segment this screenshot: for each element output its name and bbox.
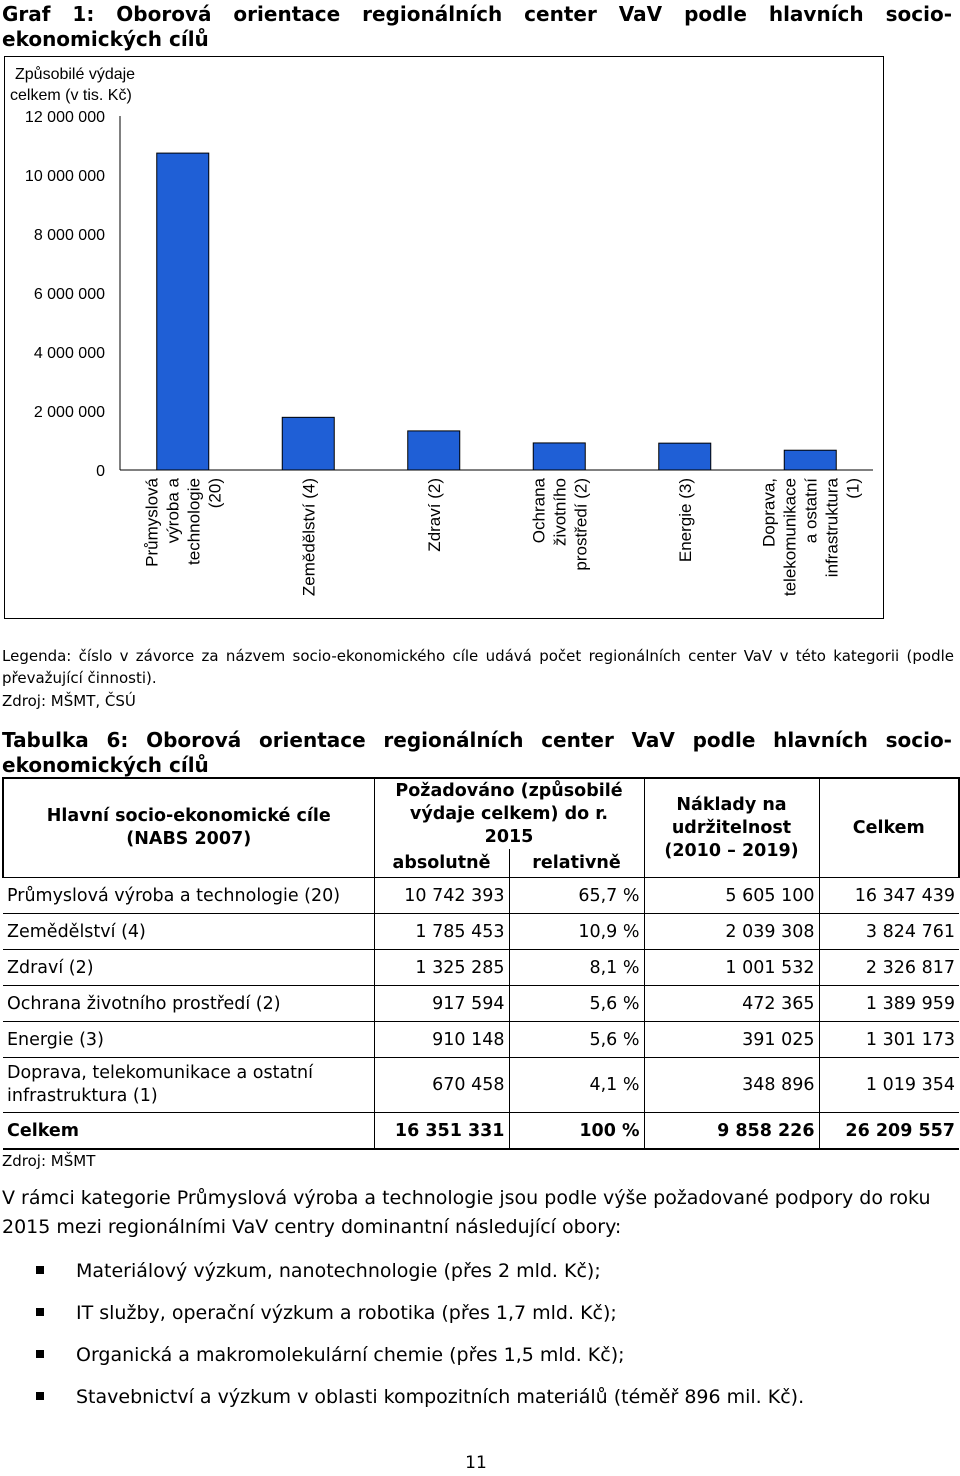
chart-legend-note: Legenda: číslo v závorce za názvem socio-ekonomického cíle udává počet regionálních center VaV v této kategorii (podle převažující činnosti). <box>2 647 954 687</box>
row-relative: 5,6 % <box>509 1022 644 1058</box>
chart-source: Zdroj: MŠMT, ČSÚ <box>2 692 136 710</box>
x-tick-label <box>142 477 224 566</box>
x-tick-label-line: Ochrana <box>529 478 549 544</box>
row-absolute: 670 458 <box>374 1058 509 1113</box>
list-item <box>36 1298 804 1340</box>
row-name-line2: infrastruktura (1) <box>7 1086 158 1106</box>
y-tick-label: 2 000 000 <box>33 404 105 421</box>
table-row <box>3 986 959 1022</box>
row-relative: 4,1 % <box>509 1058 644 1113</box>
list-item <box>36 1340 804 1382</box>
row-cost: 348 896 <box>644 1058 819 1113</box>
col-header-relative: relativně <box>509 849 644 878</box>
bullet-icon <box>36 1308 44 1316</box>
list-item-text: Organická a makromolekulární chemie (přes 1,5 mld. Kč); <box>76 1344 625 1366</box>
row-total: 1 389 959 <box>819 986 959 1022</box>
bar <box>659 443 711 470</box>
bar <box>784 450 836 470</box>
row-absolute: 1 325 285 <box>374 950 509 986</box>
row-cost: 472 365 <box>644 986 819 1022</box>
col-header-cost-line2: udržitelnost <box>671 817 792 838</box>
chart-frame <box>4 56 884 619</box>
table-row <box>3 950 959 986</box>
x-tick-label-line: Doprava, <box>759 478 779 547</box>
row-cost: 2 039 308 <box>644 914 819 950</box>
page-number: 11 <box>465 1453 487 1473</box>
total-total: 26 209 557 <box>819 1113 959 1150</box>
x-tick-label <box>425 478 444 552</box>
bullet-icon <box>36 1350 44 1358</box>
col-header-requested-line1: Požadováno (způsobilé <box>395 780 623 801</box>
row-relative: 5,6 % <box>509 986 644 1022</box>
x-tick-label <box>299 478 318 596</box>
row-relative: 8,1 % <box>509 950 644 986</box>
bar-chart <box>5 57 885 620</box>
col-header-requested <box>374 778 644 849</box>
row-name: Průmyslová výroba a technologie (20) <box>3 878 374 914</box>
row-name: Ochrana životního prostředí (2) <box>3 986 374 1022</box>
total-row-name: Celkem <box>3 1113 374 1150</box>
x-tick-label-line: prostředí (2) <box>571 478 591 571</box>
row-name: Zemědělství (4) <box>3 914 374 950</box>
table-row <box>3 1058 959 1113</box>
row-cost: 5 605 100 <box>644 878 819 914</box>
row-name-line1: Doprava, telekomunikace a ostatní <box>7 1063 313 1083</box>
bar <box>282 417 334 470</box>
bullet-icon <box>36 1392 44 1400</box>
list-item-text: Materiálový výzkum, nanotechnologie (přes 2 mld. Kč); <box>76 1260 601 1282</box>
col-header-requested-line2: výdaje celkem) do r. <box>409 803 609 824</box>
row-name <box>3 1058 374 1113</box>
table-source: Zdroj: MŠMT <box>2 1152 96 1170</box>
bar <box>533 443 585 470</box>
col-header-goal-line2: (NABS 2007) <box>126 829 252 849</box>
table-heading: Tabulka 6: Oborová orientace regionálních center VaV podle hlavních socio-ekonomických cílů <box>2 728 952 777</box>
bar <box>157 153 209 470</box>
row-absolute: 1 785 453 <box>374 914 509 950</box>
body-paragraph: V rámci kategorie Průmyslová výroba a technologie jsou podle výše požadované podpory do roku 2015 mezi regionálními VaV centry dominantní následující obory: <box>2 1187 931 1238</box>
x-tick-label-line: a ostatní <box>801 478 821 544</box>
col-header-cost-line1: Náklady na <box>676 794 787 815</box>
total-cost: 9 858 226 <box>644 1113 819 1150</box>
row-total: 16 347 439 <box>819 878 959 914</box>
list-item-text: IT služby, operační výzkum a robotika (přes 1,7 mld. Kč); <box>76 1302 617 1324</box>
x-tick-label <box>676 478 695 562</box>
row-relative: 65,7 % <box>509 878 644 914</box>
total-relative: 100 % <box>509 1113 644 1150</box>
y-tick-label: 8 000 000 <box>33 227 105 244</box>
bullet-list <box>36 1256 804 1424</box>
col-header-goal-line1: Hlavní socio-ekonomické cíle <box>46 806 331 826</box>
x-tick-label-line: Zdraví (2) <box>424 478 444 552</box>
chart-heading: Graf 1: Oborová orientace regionálních center VaV podle hlavních socio-ekonomických cílů <box>2 2 952 51</box>
row-name: Zdraví (2) <box>3 950 374 986</box>
y-tick-label: 10 000 000 <box>24 168 105 185</box>
data-table <box>2 777 960 1150</box>
x-tick-label-line: telekomunikace <box>780 478 800 597</box>
x-tick-label-line: životního <box>550 478 570 547</box>
table-row <box>3 914 959 950</box>
table-row <box>3 878 959 914</box>
list-item <box>36 1382 804 1424</box>
table-total-row <box>3 1113 959 1150</box>
x-tick-label-line: výroba a <box>163 478 183 544</box>
y-tick-label: 6 000 000 <box>33 286 105 303</box>
x-tick-label-line: Zemědělství (4) <box>299 478 319 597</box>
col-header-total: Celkem <box>819 778 959 878</box>
y-tick-label: 12 000 000 <box>24 109 105 126</box>
table-row <box>3 1022 959 1058</box>
row-absolute: 10 742 393 <box>374 878 509 914</box>
col-header-cost <box>644 778 819 878</box>
x-tick-label <box>529 477 590 570</box>
row-name: Energie (3) <box>3 1022 374 1058</box>
bullet-icon <box>36 1266 44 1274</box>
col-header-goal <box>3 778 374 878</box>
x-tick-label-line: Průmyslová <box>142 478 162 567</box>
x-tick-label-line: (20) <box>205 478 225 509</box>
x-tick-label-line: (1) <box>843 478 863 499</box>
x-tick-label-line: infrastruktura <box>822 478 842 578</box>
bar <box>408 431 460 470</box>
y-tick-label: 4 000 000 <box>33 345 105 362</box>
x-tick-label <box>759 477 862 596</box>
total-absolute: 16 351 331 <box>374 1113 509 1150</box>
list-item-text: Stavebnictví a výzkum v oblasti kompozitních materiálů (téměř 896 mil. Kč). <box>76 1386 805 1408</box>
col-header-cost-line3: (2010 – 2019) <box>664 840 799 861</box>
row-relative: 10,9 % <box>509 914 644 950</box>
row-total: 3 824 761 <box>819 914 959 950</box>
row-total: 1 019 354 <box>819 1058 959 1113</box>
row-total: 1 301 173 <box>819 1022 959 1058</box>
col-header-requested-line3: 2015 <box>484 826 534 847</box>
y-tick-label: 0 <box>96 463 105 480</box>
row-cost: 391 025 <box>644 1022 819 1058</box>
y-axis-title-line1: Způsobilé výdaje <box>15 66 136 83</box>
row-total: 2 326 817 <box>819 950 959 986</box>
x-tick-label-line: technologie <box>184 478 204 565</box>
col-header-absolute: absolutně <box>374 849 509 878</box>
row-cost: 1 001 532 <box>644 950 819 986</box>
row-absolute: 917 594 <box>374 986 509 1022</box>
list-item <box>36 1256 804 1298</box>
row-absolute: 910 148 <box>374 1022 509 1058</box>
y-axis-title-line2: celkem (v tis. Kč) <box>10 87 132 104</box>
x-tick-label-line: Energie (3) <box>675 478 695 563</box>
